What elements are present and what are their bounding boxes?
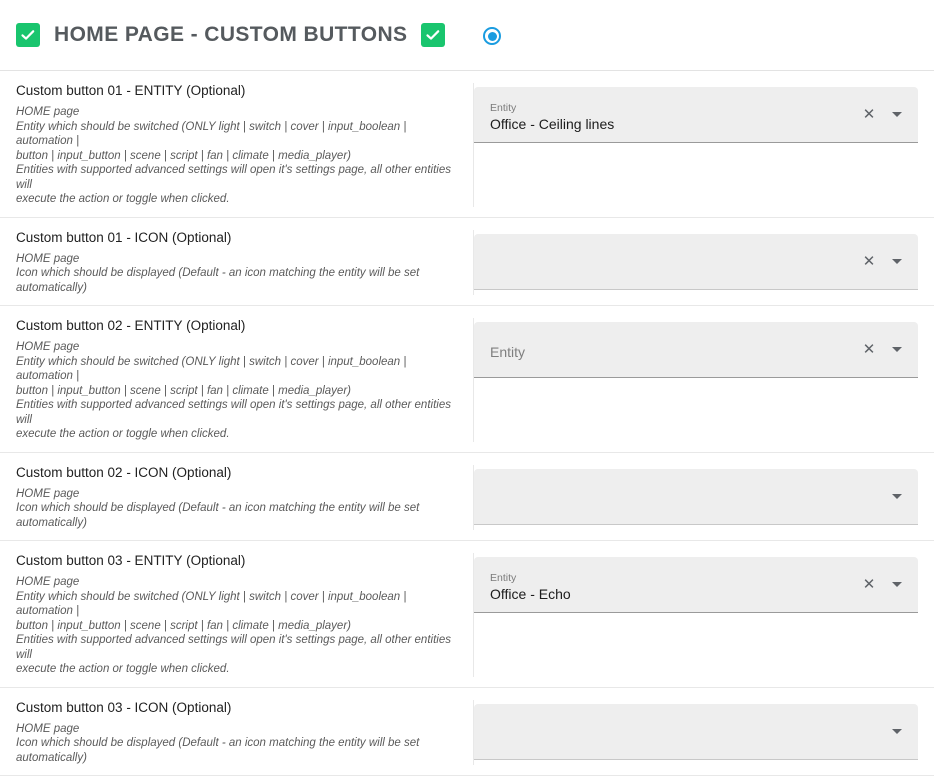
setting-label: Custom button 02 - ENTITY (Optional) [16,318,451,334]
setting-description [16,722,451,766]
checkbox-right[interactable] [421,23,445,47]
setting-row [0,541,934,688]
setting-control-column [474,83,934,207]
page-title: HOME PAGE - CUSTOM BUTTONS [54,23,407,47]
field-icon-group [860,341,912,359]
desc-line: Icon which should be displayed (Default - an icon matching the entity will be set [16,736,451,751]
entity-select-field[interactable] [474,557,918,613]
field-icon-group [860,576,912,594]
field-text-group [490,87,860,142]
setting-row [0,218,934,307]
field-value: Office - Ceiling lines [490,116,860,133]
entity-select-field[interactable] [474,87,918,143]
dropdown-caret-icon[interactable] [888,487,906,505]
setting-row [0,453,934,542]
setting-control-column [474,230,934,296]
desc-line: button | input_button | scene | script | fan | climate | media_player) [16,384,451,399]
desc-line: HOME page [16,105,451,120]
desc-line: Entities with supported advanced settings will open it's settings page, all other entities will [16,398,451,427]
field-placeholder: Entity [490,344,860,361]
setting-description-column [0,318,474,442]
setting-description [16,340,451,442]
radio-selected-icon [483,27,501,45]
field-value: Office - Echo [490,586,860,603]
desc-line: execute the action or toggle when clicked. [16,662,451,677]
field-text-group [490,234,860,289]
settings-list [0,71,934,617]
desc-line: Entity which should be switched (ONLY light | switch | cover | input_boolean | automation | [16,355,451,384]
field-icon-group [860,252,912,270]
setting-description-column [0,700,474,766]
desc-line: Entities with supported advanced settings will open it's settings page, all other entities will [16,163,451,192]
setting-description-column [0,230,474,296]
setting-description [16,252,451,296]
radio-button-selected[interactable] [478,22,506,50]
icon-select-field[interactable] [474,234,918,290]
setting-row [0,688,934,776]
field-icon-group [860,106,912,124]
setting-description-column [0,465,474,531]
setting-description [16,487,451,531]
field-text-group [490,469,888,524]
field-floating-label: Entity [490,102,860,114]
clear-x-icon[interactable]: ✕ [860,341,878,359]
icon-select-field[interactable] [474,704,918,760]
dropdown-caret-icon[interactable] [888,252,906,270]
dropdown-caret-icon[interactable] [888,341,906,359]
setting-description [16,105,451,207]
desc-line: button | input_button | scene | script | fan | climate | media_player) [16,619,451,634]
checkmark-icon [425,27,441,43]
desc-line: HOME page [16,722,451,737]
dropdown-caret-icon[interactable] [888,722,906,740]
desc-line: Icon which should be displayed (Default - an icon matching the entity will be set [16,501,451,516]
field-floating-label: Entity [490,572,860,584]
desc-line: HOME page [16,575,451,590]
field-text-group [490,557,860,612]
setting-control-column [474,553,934,677]
desc-line: HOME page [16,340,451,355]
clear-x-icon[interactable]: ✕ [860,106,878,124]
setting-row [0,306,934,453]
desc-line: Entity which should be switched (ONLY light | switch | cover | input_boolean | automation | [16,590,451,619]
field-text-group [490,704,888,759]
desc-line: execute the action or toggle when clicked. [16,192,451,207]
setting-label: Custom button 03 - ENTITY (Optional) [16,553,451,569]
checkmark-icon [20,27,36,43]
setting-label: Custom button 01 - ICON (Optional) [16,230,451,246]
entity-select-field[interactable] [474,322,918,378]
clear-x-icon[interactable]: ✕ [860,252,878,270]
setting-control-column [474,700,934,766]
dropdown-caret-icon[interactable] [888,106,906,124]
setting-control-column [474,318,934,442]
desc-line: Entities with supported advanced settings will open it's settings page, all other entities will [16,633,451,662]
setting-description-column [0,553,474,677]
desc-line: execute the action or toggle when clicked. [16,427,451,442]
desc-line: automatically) [16,516,451,531]
checkbox-left[interactable] [16,23,40,47]
field-icon-group [888,487,912,505]
setting-label: Custom button 02 - ICON (Optional) [16,465,451,481]
setting-label: Custom button 03 - ICON (Optional) [16,700,451,716]
setting-description-column [0,83,474,207]
setting-description [16,575,451,677]
icon-select-field[interactable] [474,469,918,525]
desc-line: automatically) [16,751,451,766]
setting-control-column [474,465,934,531]
desc-line: Entity which should be switched (ONLY light | switch | cover | input_boolean | automation | [16,120,451,149]
setting-row [0,71,934,218]
dropdown-caret-icon[interactable] [888,576,906,594]
section-header [0,0,934,71]
radio-dot [488,32,497,41]
desc-line: HOME page [16,252,451,267]
desc-line: button | input_button | scene | script | fan | climate | media_player) [16,149,451,164]
setting-label: Custom button 01 - ENTITY (Optional) [16,83,451,99]
clear-x-icon[interactable]: ✕ [860,576,878,594]
field-text-group [490,322,860,377]
field-icon-group [888,722,912,740]
desc-line: automatically) [16,281,451,296]
desc-line: HOME page [16,487,451,502]
desc-line: Icon which should be displayed (Default - an icon matching the entity will be set [16,266,451,281]
